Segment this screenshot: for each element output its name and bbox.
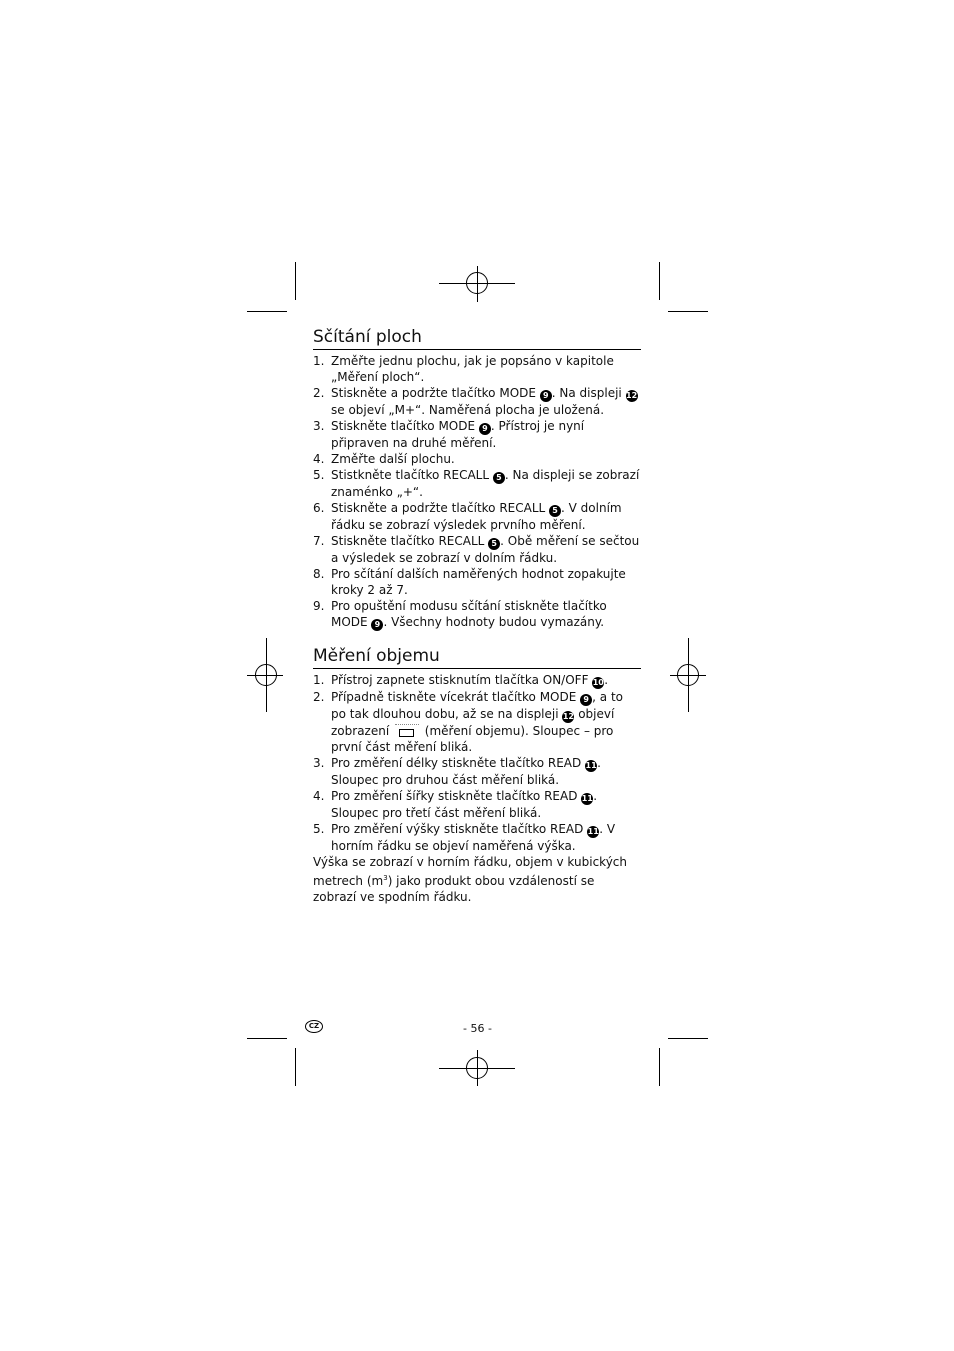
button-reference-badge: 12 — [562, 712, 574, 721]
step-number: 1. — [313, 673, 325, 687]
list-item — [313, 451, 641, 467]
button-reference-badge: 10 — [592, 678, 604, 687]
step-number: 7. — [313, 534, 325, 548]
list-item — [313, 598, 641, 631]
steps-list — [313, 353, 641, 631]
crop-mark — [659, 262, 660, 300]
button-reference-badge: 5 — [493, 472, 505, 484]
button-reference-badge: 5 — [488, 538, 500, 550]
list-item — [313, 821, 641, 854]
step-text: Stiskněte tlačítko RECALL — [331, 534, 489, 548]
button-reference-badge: 12 — [626, 391, 638, 400]
step-text: . Všechny hodnoty budou vymazány. — [383, 615, 605, 629]
step-text: , a to po tak dlouhou dobu, až se na displeji — [331, 690, 623, 721]
step-number: 2. — [313, 690, 325, 704]
registration-circle — [255, 664, 277, 686]
step-number: 5. — [313, 468, 325, 482]
step-text: Pro změření výšky stiskněte tlačítko READ — [331, 822, 588, 836]
step-text: . V horním řádku se objeví naměřená výška. — [331, 822, 616, 853]
step-number: 8. — [313, 567, 325, 581]
step-number: 6. — [313, 501, 325, 515]
page-number: - 56 - — [463, 1022, 492, 1035]
step-text: . Sloupec pro druhou část měření bliká. — [331, 756, 601, 787]
step-text: (měření objemu). Sloupec – pro první část měření bliká. — [331, 724, 614, 754]
list-item — [313, 500, 641, 533]
step-text: . Na displeji se zobrazí znaménko „+“. — [331, 468, 640, 499]
step-text: Stiskněte a podržte tlačítko MODE — [331, 386, 540, 400]
step-number: 3. — [313, 756, 325, 770]
list-item — [313, 467, 641, 500]
registration-circle — [466, 272, 488, 294]
section-title: Sčítání ploch — [313, 326, 641, 350]
step-text: se objeví „M+“. Naměřená plocha je uložená. — [331, 403, 605, 417]
step-text: Stiskněte tlačítko MODE — [331, 419, 479, 433]
step-number: 2. — [313, 386, 325, 400]
step-number: 3. — [313, 419, 325, 433]
list-item — [313, 672, 641, 689]
step-text: . Přístroj je nyní připraven na druhé měření. — [331, 419, 585, 450]
crop-mark — [659, 1048, 660, 1086]
button-reference-badge: 9 — [540, 390, 552, 402]
step-number: 1. — [313, 354, 325, 368]
crop-mark — [668, 1038, 708, 1039]
list-item — [313, 385, 641, 418]
list-item — [313, 533, 641, 566]
crop-mark — [247, 1038, 287, 1039]
step-text: Stiskněte a podržte tlačítko RECALL — [331, 501, 550, 515]
step-number: 4. — [313, 452, 325, 466]
step-number: 5. — [313, 822, 325, 836]
step-text: . Na displeji — [551, 386, 626, 400]
volume-measure-icon — [393, 724, 421, 738]
step-text: Pro změření délky stiskněte tlačítko READ — [331, 756, 586, 770]
list-item — [313, 755, 641, 788]
list-item — [313, 418, 641, 451]
step-text: . V dolním řádku se zobrazí výsledek prvního měření. — [331, 501, 622, 532]
section-volume-measurement — [313, 645, 641, 905]
button-reference-badge: 11 — [587, 827, 599, 836]
step-number: 4. — [313, 789, 325, 803]
page-content — [313, 326, 641, 905]
section-area-addition — [313, 326, 641, 631]
step-text: . — [604, 673, 609, 687]
step-text: Změřte jednu plochu, jak je popsáno v kapitole „Měření ploch“. — [331, 354, 614, 384]
crop-mark — [295, 262, 296, 300]
crop-mark — [295, 1048, 296, 1086]
step-number: 9. — [313, 599, 325, 613]
button-reference-badge: 5 — [549, 505, 561, 517]
registration-circle — [466, 1057, 488, 1079]
list-item — [313, 689, 641, 755]
step-text: Případně tiskněte vícekrát tlačítko MODE — [331, 690, 581, 704]
list-item — [313, 788, 641, 821]
closing-paragraph: Výška se zobrazí v horním řádku, objem v kubických metrech $(m^3)$ jako produkt obou vzdáleností se zobrazí ve spodním řádku. — [313, 855, 627, 904]
button-reference-badge: 9 — [479, 423, 491, 435]
country-code-badge: CZ — [305, 1020, 323, 1033]
step-text: Změřte další plochu. — [331, 452, 455, 466]
step-text: Přístroj zapnete stisknutím tlačítka ON/OFF — [331, 673, 593, 687]
button-reference-badge: 9 — [580, 694, 592, 706]
crop-mark — [668, 311, 708, 312]
step-text: Pro změření šířky stiskněte tlačítko READ — [331, 789, 582, 803]
section-title: Měření objemu — [313, 645, 641, 669]
crop-mark — [247, 311, 287, 312]
registration-circle — [677, 664, 699, 686]
button-reference-badge: 9 — [371, 619, 383, 631]
list-item — [313, 353, 641, 385]
button-reference-badge: 11 — [581, 794, 593, 803]
step-text: Pro sčítání dalších naměřených hodnot zopakujte kroky 2 až 7. — [331, 567, 626, 597]
step-text: objeví zobrazení — [331, 707, 615, 738]
step-text: . Sloupec pro třetí část měření bliká. — [331, 789, 598, 820]
step-text: Pro opuštění modusu sčítání stiskněte tlačítko MODE — [331, 599, 607, 629]
list-item — [313, 566, 641, 598]
step-text: Stistkněte tlačítko RECALL — [331, 468, 493, 482]
step-text: . Obě měření se sečtou a výsledek se zobrazí v dolním řádku. — [331, 534, 640, 565]
steps-list — [313, 672, 641, 854]
button-reference-badge: 11 — [585, 761, 597, 770]
